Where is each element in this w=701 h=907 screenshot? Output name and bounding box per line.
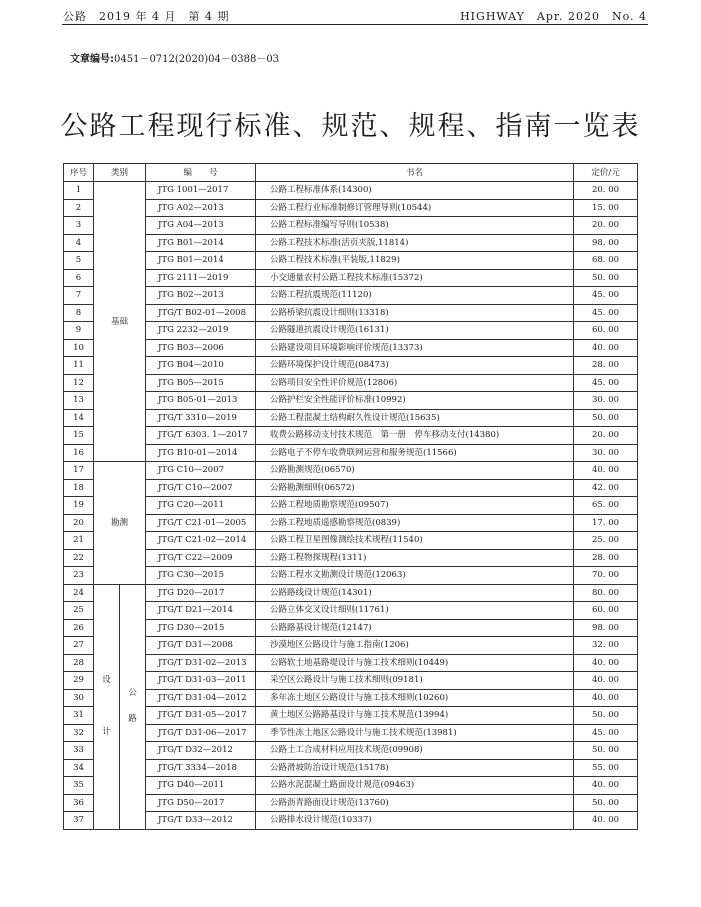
book-title: 公路工程标准编写导则(10538) [256,217,574,235]
book-title: 公路立体交叉设计细则(11761) [256,602,574,620]
price: 40. 00 [574,654,638,672]
row-number: 8 [64,304,94,322]
row-number: 29 [64,672,94,690]
row-number: 37 [64,812,94,830]
row-number: 12 [64,374,94,392]
table-row [64,339,638,357]
book-title: 公路工程抗震规范(11120) [256,287,574,305]
standard-code: JTG/T D31-03—2011 [146,672,256,690]
price: 20. 00 [574,182,638,200]
article-number-label: 文章编号: [70,54,114,65]
book-title: 多年冻土地区公路设计与施工技术细则(10260) [256,689,574,707]
table-row [64,619,638,637]
table-row [64,637,638,655]
category-design [94,584,120,829]
row-number: 19 [64,497,94,515]
standard-code: JTG B10-01—2014 [146,444,256,462]
row-number: 4 [64,234,94,252]
book-title: 收费公路移动支付技术规范 第一册 停车移动支付(14380) [256,427,574,445]
price: 40. 00 [574,777,638,795]
standard-code: JTG B05—2015 [146,374,256,392]
book-title: 公路建设项目环境影响评价规范(13373) [256,339,574,357]
row-number: 24 [64,584,94,602]
row-number: 14 [64,409,94,427]
subcategory-road-char-1: 公 [128,687,137,698]
price: 45. 00 [574,304,638,322]
price: 50. 00 [574,409,638,427]
standard-code: JTG/T 3334—2018 [146,759,256,777]
header-no: 序号 [64,164,94,182]
page-title: 公路工程现行标准、规范、规程、指南一览表 [60,111,641,142]
standard-code: JTG B01—2014 [146,234,256,252]
price: 50. 00 [574,742,638,760]
price: 28. 00 [574,357,638,375]
table-row [64,392,638,410]
row-number: 17 [64,462,94,480]
row-number: 1 [64,182,94,200]
price: 17. 00 [574,514,638,532]
standard-code: JTG 1001—2017 [146,182,256,200]
book-title: 公路项目安全性评价规范(12806) [256,374,574,392]
book-title: 公路环境保护设计规范(08473) [256,357,574,375]
standard-code: JTG B05-01—2013 [146,392,256,410]
standard-code: JTG A02—2013 [146,199,256,217]
row-number: 34 [64,759,94,777]
price: 68. 00 [574,252,638,270]
table-header-row [64,164,638,182]
row-number: 5 [64,252,94,270]
row-number: 26 [64,619,94,637]
book-title: 公路工程行业标准制修订管理导则(10544) [256,199,574,217]
category-design-char-2: 计 [102,726,111,737]
price: 40. 00 [574,462,638,480]
book-title: 公路工程技术标准(平装版,11829) [256,252,574,270]
price: 60. 00 [574,322,638,340]
standard-code: JTG/T D32—2012 [146,742,256,760]
table-row [64,217,638,235]
standard-code: JTG B02—2013 [146,287,256,305]
table-row [64,724,638,742]
table-row [64,322,638,340]
category-basic: 基础 [94,182,146,462]
price: 20. 00 [574,217,638,235]
standard-code: JTG/T 6303. 1—2017 [146,427,256,445]
row-number: 25 [64,602,94,620]
row-number: 36 [64,794,94,812]
table-row [64,742,638,760]
standard-code: JTG D50—2017 [146,794,256,812]
standard-code: JTG/T C10—2007 [146,479,256,497]
book-title: 公路工程技术标准(活页夹版,11814) [256,234,574,252]
header-category: 类别 [94,164,146,182]
table-row [64,497,638,515]
table-body [64,182,638,830]
row-number: 22 [64,549,94,567]
table-row [64,777,638,795]
book-title: 公路工程地质遥感勘察规范(0839) [256,514,574,532]
book-title: 公路路基设计规范(12147) [256,619,574,637]
row-number: 28 [64,654,94,672]
price: 45. 00 [574,287,638,305]
header-rule [62,24,648,25]
standard-code: JTG/T D31—2008 [146,637,256,655]
row-number: 3 [64,217,94,235]
table-row [64,584,638,602]
price: 55. 00 [574,759,638,777]
row-number: 20 [64,514,94,532]
standard-code: JTG B04—2010 [146,357,256,375]
standard-code: JTG D30—2015 [146,619,256,637]
price: 98. 00 [574,619,638,637]
table-row [64,269,638,287]
header-price: 定价/元 [574,164,638,182]
table-row [64,812,638,830]
standard-code: JTG 2111—2019 [146,269,256,287]
price: 70. 00 [574,567,638,585]
table-row [64,409,638,427]
row-number: 21 [64,532,94,550]
book-title: 公路工程卫星图像测绘技术规程(11540) [256,532,574,550]
book-title: 公路工程水文勘测设计规范(12063) [256,567,574,585]
price: 50. 00 [574,794,638,812]
row-number: 13 [64,392,94,410]
row-number: 2 [64,199,94,217]
table-row [64,794,638,812]
standard-code: JTG/T C21-01—2005 [146,514,256,532]
price: 98. 00 [574,234,638,252]
book-title: 公路电子不停车收费联网运营和服务规范(11566) [256,444,574,462]
price: 65. 00 [574,497,638,515]
table-row [64,182,638,200]
book-title: 公路工程地质勘察规范(09507) [256,497,574,515]
standard-code: JTG/T D31-05—2017 [146,707,256,725]
book-title: 公路排水设计规范(10337) [256,812,574,830]
standard-code: JTG C30—2015 [146,567,256,585]
book-title: 采空区公路设计与施工技术细则(09181) [256,672,574,690]
book-title: 公路工程物探规程(1311) [256,549,574,567]
price: 40. 00 [574,689,638,707]
standard-code: JTG A04—2013 [146,217,256,235]
table-row [64,357,638,375]
book-title: 公路勘测细则(06572) [256,479,574,497]
book-title: 公路隧道抗震设计规范(16131) [256,322,574,340]
price: 30. 00 [574,444,638,462]
table-row [64,514,638,532]
table-row [64,672,638,690]
row-number: 30 [64,689,94,707]
table-row [64,199,638,217]
price: 40. 00 [574,672,638,690]
standards-table [63,163,638,830]
row-number: 7 [64,287,94,305]
table-row [64,602,638,620]
row-number: 18 [64,479,94,497]
price: 45. 00 [574,374,638,392]
standard-code: JTG/T 3310—2019 [146,409,256,427]
article-number-value: 0451－0712(2020)04－0388－03 [114,54,280,65]
table-row [64,759,638,777]
row-number: 31 [64,707,94,725]
book-title: 公路工程混凝土结构耐久性设计规范(15635) [256,409,574,427]
header-name: 书名 [256,164,574,182]
standard-code: JTG D20—2017 [146,584,256,602]
book-title: 公路工程标准体系(14300) [256,182,574,200]
table-row [64,567,638,585]
row-number: 32 [64,724,94,742]
standard-code: JTG/T C21-02—2014 [146,532,256,550]
price: 60. 00 [574,602,638,620]
book-title: 公路沥青路面设计规范(13760) [256,794,574,812]
book-title: 黄土地区公路路基设计与施工技术规范(13994) [256,707,574,725]
book-title: 公路软土地基路堤设计与施工技术细则(10449) [256,654,574,672]
row-number: 33 [64,742,94,760]
table-row [64,427,638,445]
category-design-char-1: 设 [102,674,111,685]
price: 42. 00 [574,479,638,497]
row-number: 16 [64,444,94,462]
book-title: 沙漠地区公路设计与施工指南(1206) [256,637,574,655]
table-row [64,287,638,305]
table-row [64,462,638,480]
standard-code: JTG/T D31-04—2012 [146,689,256,707]
standard-code: JTG B03—2006 [146,339,256,357]
price: 80. 00 [574,584,638,602]
book-title: 公路土工合成材料应用技术规范(09908) [256,742,574,760]
price: 15. 00 [574,199,638,217]
book-title: 季节性冻土地区公路设计与施工技术规范(13981) [256,724,574,742]
standard-code: JTG/T D33—2012 [146,812,256,830]
row-number: 10 [64,339,94,357]
table-row [64,444,638,462]
book-title: 公路勘测规范(06570) [256,462,574,480]
table-row [64,234,638,252]
standard-code: JTG/T C22—2009 [146,549,256,567]
standard-code: JTG/T D31-06—2017 [146,724,256,742]
table-row [64,532,638,550]
row-number: 23 [64,567,94,585]
category-survey: 勘测 [94,462,146,585]
price: 40. 00 [574,339,638,357]
price: 50. 00 [574,269,638,287]
table-row [64,707,638,725]
standard-code: JTG D40—2011 [146,777,256,795]
table-row [64,654,638,672]
table-row [64,689,638,707]
row-number: 27 [64,637,94,655]
table-row [64,304,638,322]
standard-code: JTG C10—2007 [146,462,256,480]
article-number [70,50,279,65]
table-row [64,549,638,567]
header-code: 编 号 [146,164,256,182]
book-title: 公路桥梁抗震设计细则(13318) [256,304,574,322]
book-title: 公路路线设计规范(14301) [256,584,574,602]
standard-code: JTG C20—2011 [146,497,256,515]
price: 40. 00 [574,812,638,830]
book-title: 小交通量农村公路工程技术标准(15372) [256,269,574,287]
running-header-left: 公路 2019 年 4 月 第 4 期 [63,10,230,23]
price: 45. 00 [574,724,638,742]
book-title: 公路滑坡防治设计规范(15178) [256,759,574,777]
standard-code: JTG/T B02-01—2008 [146,304,256,322]
standard-code: JTG/T D31-02—2013 [146,654,256,672]
book-title: 公路水泥混凝土路面设计规范(09463) [256,777,574,795]
subcategory-road [120,584,146,829]
price: 25. 00 [574,532,638,550]
row-number: 11 [64,357,94,375]
table-row [64,479,638,497]
table-row [64,374,638,392]
book-title: 公路护栏安全性能评价标准(10992) [256,392,574,410]
row-number: 35 [64,777,94,795]
price: 30. 00 [574,392,638,410]
subcategory-road-char-2: 路 [128,713,137,724]
price: 28. 00 [574,549,638,567]
standard-code: JTG/T D21—2014 [146,602,256,620]
running-header-right: HIGHWAY Apr. 2020 No. 4 [460,10,647,23]
row-number: 9 [64,322,94,340]
row-number: 15 [64,427,94,445]
standard-code: JTG 2232—2019 [146,322,256,340]
price: 32. 00 [574,637,638,655]
price: 50. 00 [574,707,638,725]
standard-code: JTG B01—2014 [146,252,256,270]
price: 20. 00 [574,427,638,445]
table-row [64,252,638,270]
row-number: 6 [64,269,94,287]
